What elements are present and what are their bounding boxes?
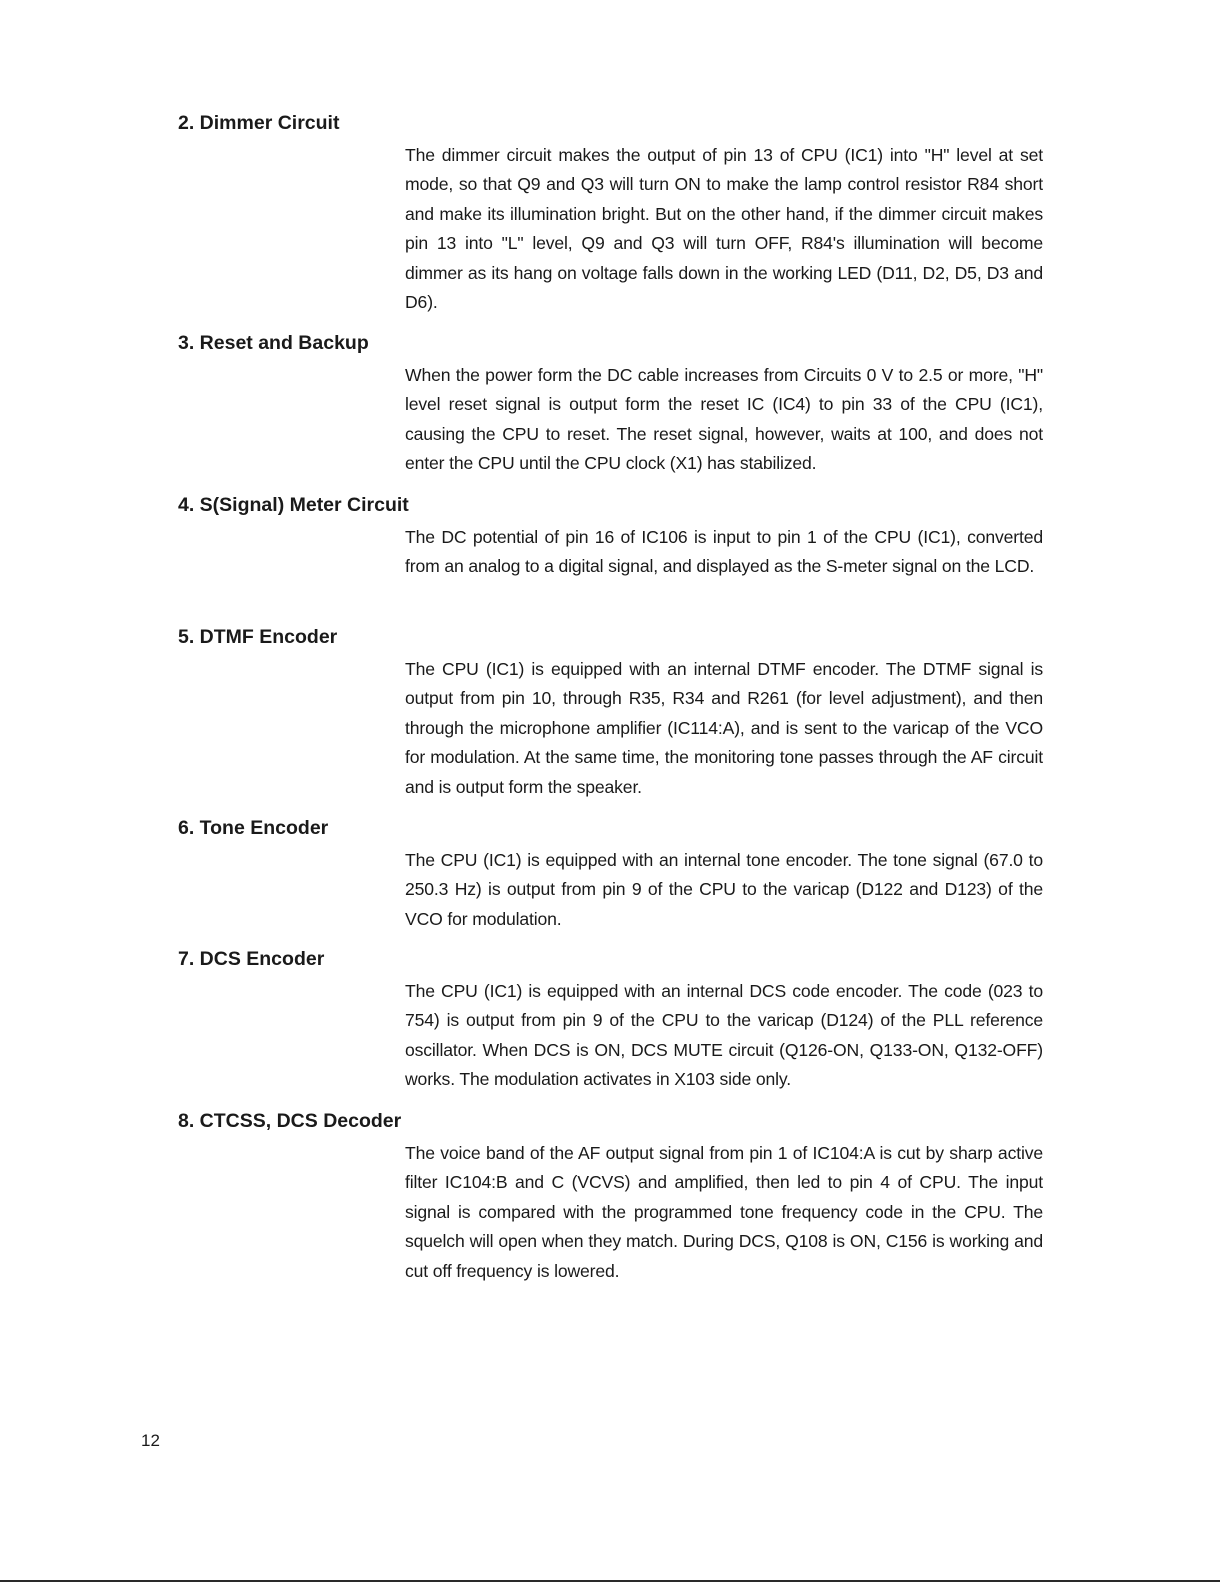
section-title: 7. DCS Encoder xyxy=(178,948,325,970)
section-reset-and-backup xyxy=(178,331,1048,479)
page-number: 12 xyxy=(141,1431,160,1450)
section-title: 6. Tone Encoder xyxy=(178,817,329,839)
section-title: 4. S(Signal) Meter Circuit xyxy=(178,494,409,516)
section-dcs-encoder xyxy=(178,947,1048,1095)
section-title: 8. CTCSS, DCS Decoder xyxy=(178,1110,402,1132)
section-tone-encoder xyxy=(178,816,1048,934)
section-title: 2. Dimmer Circuit xyxy=(178,112,340,134)
section-title: 3. Reset and Backup xyxy=(178,332,369,354)
section-body: When the power form the DC cable increases from Circuits 0 V to 2.5 or more, "H" level reset signal is output form the reset IC (IC4) to pin 33 of the CPU (IC1), causing the CPU to reset. The reset signal, however, waits at 100, and does not enter the CPU until the CPU clock (X1) has stabilized. xyxy=(405,365,1043,474)
section-body: The dimmer circuit makes the output of pin 13 of CPU (IC1) into "H" level at set mode, so that Q9 and Q3 will turn ON to make the lamp control resistor R84 short and make its illumination bright. But on the other hand, if the dimmer circuit makes pin 13 into "L" level, Q9 and Q3 will turn OFF, R84's illumination will become dimmer as its hang on voltage falls down in the working LED (D11, D2, D5, D3 and D6). xyxy=(405,145,1043,313)
section-body: The DC potential of pin 16 of IC106 is input to pin 1 of the CPU (IC1), converted from an analog to a digital signal, and displayed as the S-meter signal on the LCD. xyxy=(405,527,1043,577)
section-s-meter-circuit xyxy=(178,493,1048,582)
section-body: The voice band of the AF output signal from pin 1 of IC104:A is cut by sharp active filter IC104:B and C (VCVS) and amplified, then led to pin 4 of CPU. The input signal is compared with the programmed tone frequency code in the CPU. The squelch will open when they match. During DCS, Q108 is ON, C156 is working and cut off frequency is lowered. xyxy=(405,1143,1043,1281)
bottom-rule xyxy=(0,1580,1220,1582)
section-body: The CPU (IC1) is equipped with an internal DCS code encoder. The code (023 to 754) is output from pin 9 of the CPU to the varicap (D124) of the PLL reference oscillator. When DCS is ON, DCS MUTE circuit (Q126-ON, Q133-ON, Q132-OFF) works. The modulation activates in X103 side only. xyxy=(405,981,1043,1090)
section-body: The CPU (IC1) is equipped with an internal tone encoder. The tone signal (67.0 to 250.3 Hz) is output from pin 9 of the CPU to the varicap (D122 and D123) of the VCO for modulation. xyxy=(405,850,1043,929)
section-ctcss-dcs-decoder xyxy=(178,1109,1048,1286)
section-dimmer-circuit xyxy=(178,111,1048,317)
section-title: 5. DTMF Encoder xyxy=(178,626,338,648)
section-body: The CPU (IC1) is equipped with an internal DTMF encoder. The DTMF signal is output from pin 10, through R35, R34 and R261 (for level adjustment), and then through the microphone amplifier (IC114:A), and is sent to the varicap of the VCO for modulation. At the same time, the monitoring tone passes through the AF circuit and is output form the speaker. xyxy=(405,659,1043,797)
section-dtmf-encoder xyxy=(178,625,1048,802)
